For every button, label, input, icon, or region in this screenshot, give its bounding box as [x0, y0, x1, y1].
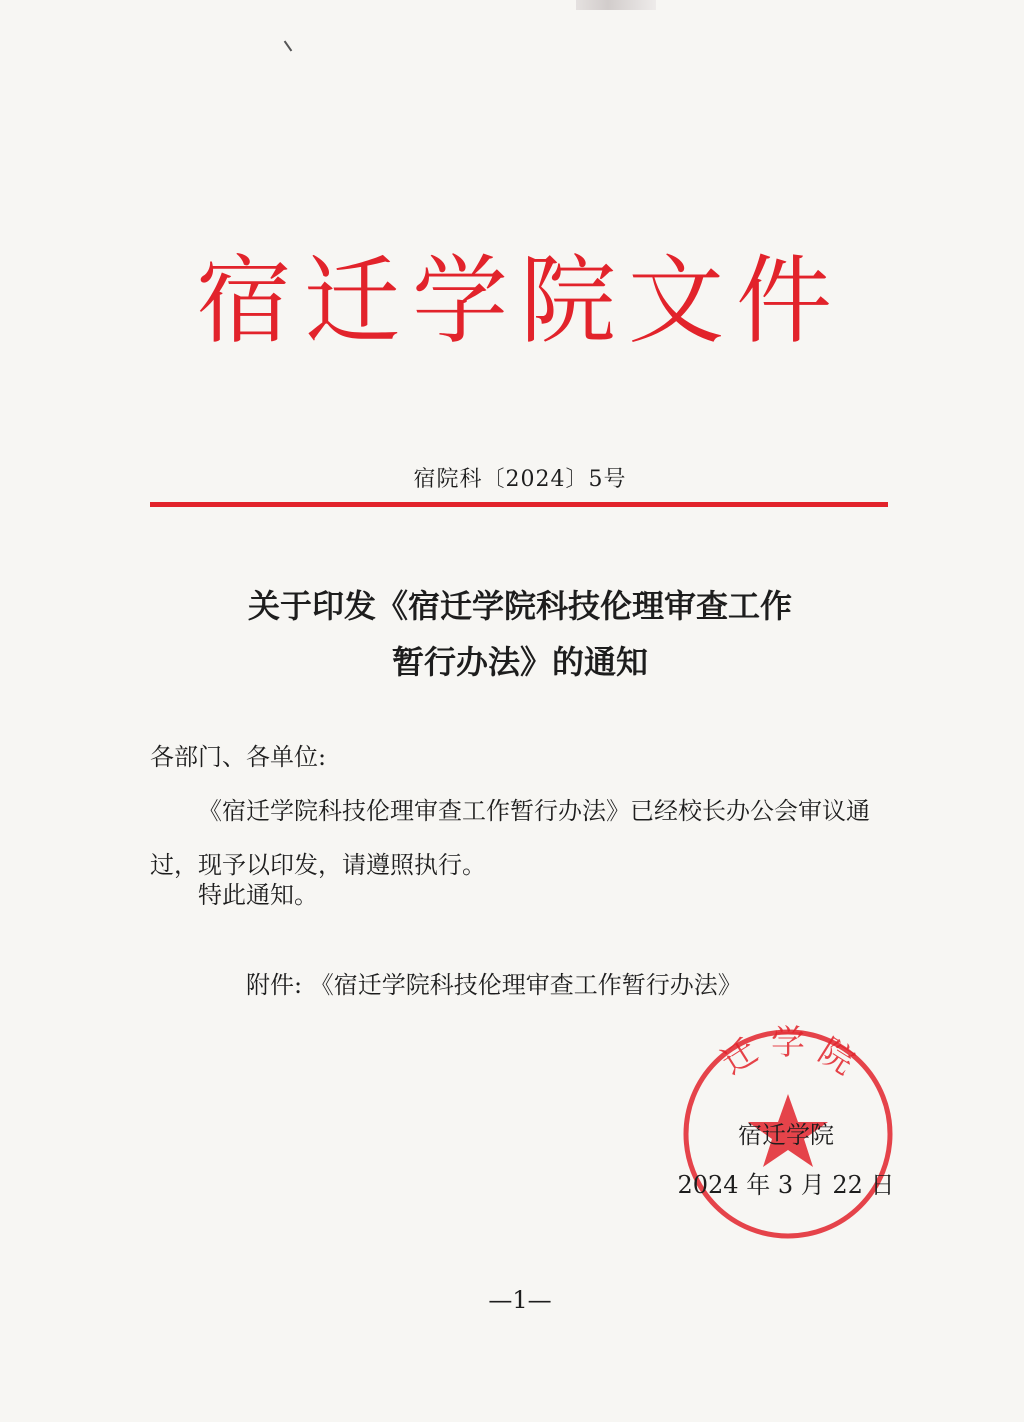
attachment-line: 附件: 《宿迁学院科技伦理审查工作暂行办法》 — [246, 971, 742, 999]
scan-artifact — [576, 0, 656, 10]
signature-block — [676, 1110, 896, 1210]
page-number: —1— — [488, 1286, 552, 1314]
body-paragraph: 《宿迁学院科技伦理审查工作暂行办法》已经校长办公会审议通过，现予以印发，请遵照执行。 — [150, 797, 870, 879]
salutation: 各部门、各单位: — [150, 743, 327, 771]
document-number: 宿院科〔2024〕5号 — [413, 467, 627, 492]
notice-title-line-1: 关于印发《宿迁学院科技伦理审查工作 — [247, 587, 792, 625]
scan-mark — [284, 41, 293, 52]
signature-date: 2024 年 3 月 22 日 — [677, 1171, 895, 1199]
stamp-text: 迁 学 院 — [714, 1024, 862, 1083]
signature-org: 宿迁学院 — [738, 1121, 834, 1149]
red-divider-line — [150, 502, 888, 507]
document-header-title: 宿迁学院文件 — [196, 245, 844, 357]
closing-line: 特此通知。 — [198, 881, 318, 909]
notice-title-line-2: 暂行办法》的通知 — [391, 643, 648, 681]
notice-title — [150, 578, 890, 690]
